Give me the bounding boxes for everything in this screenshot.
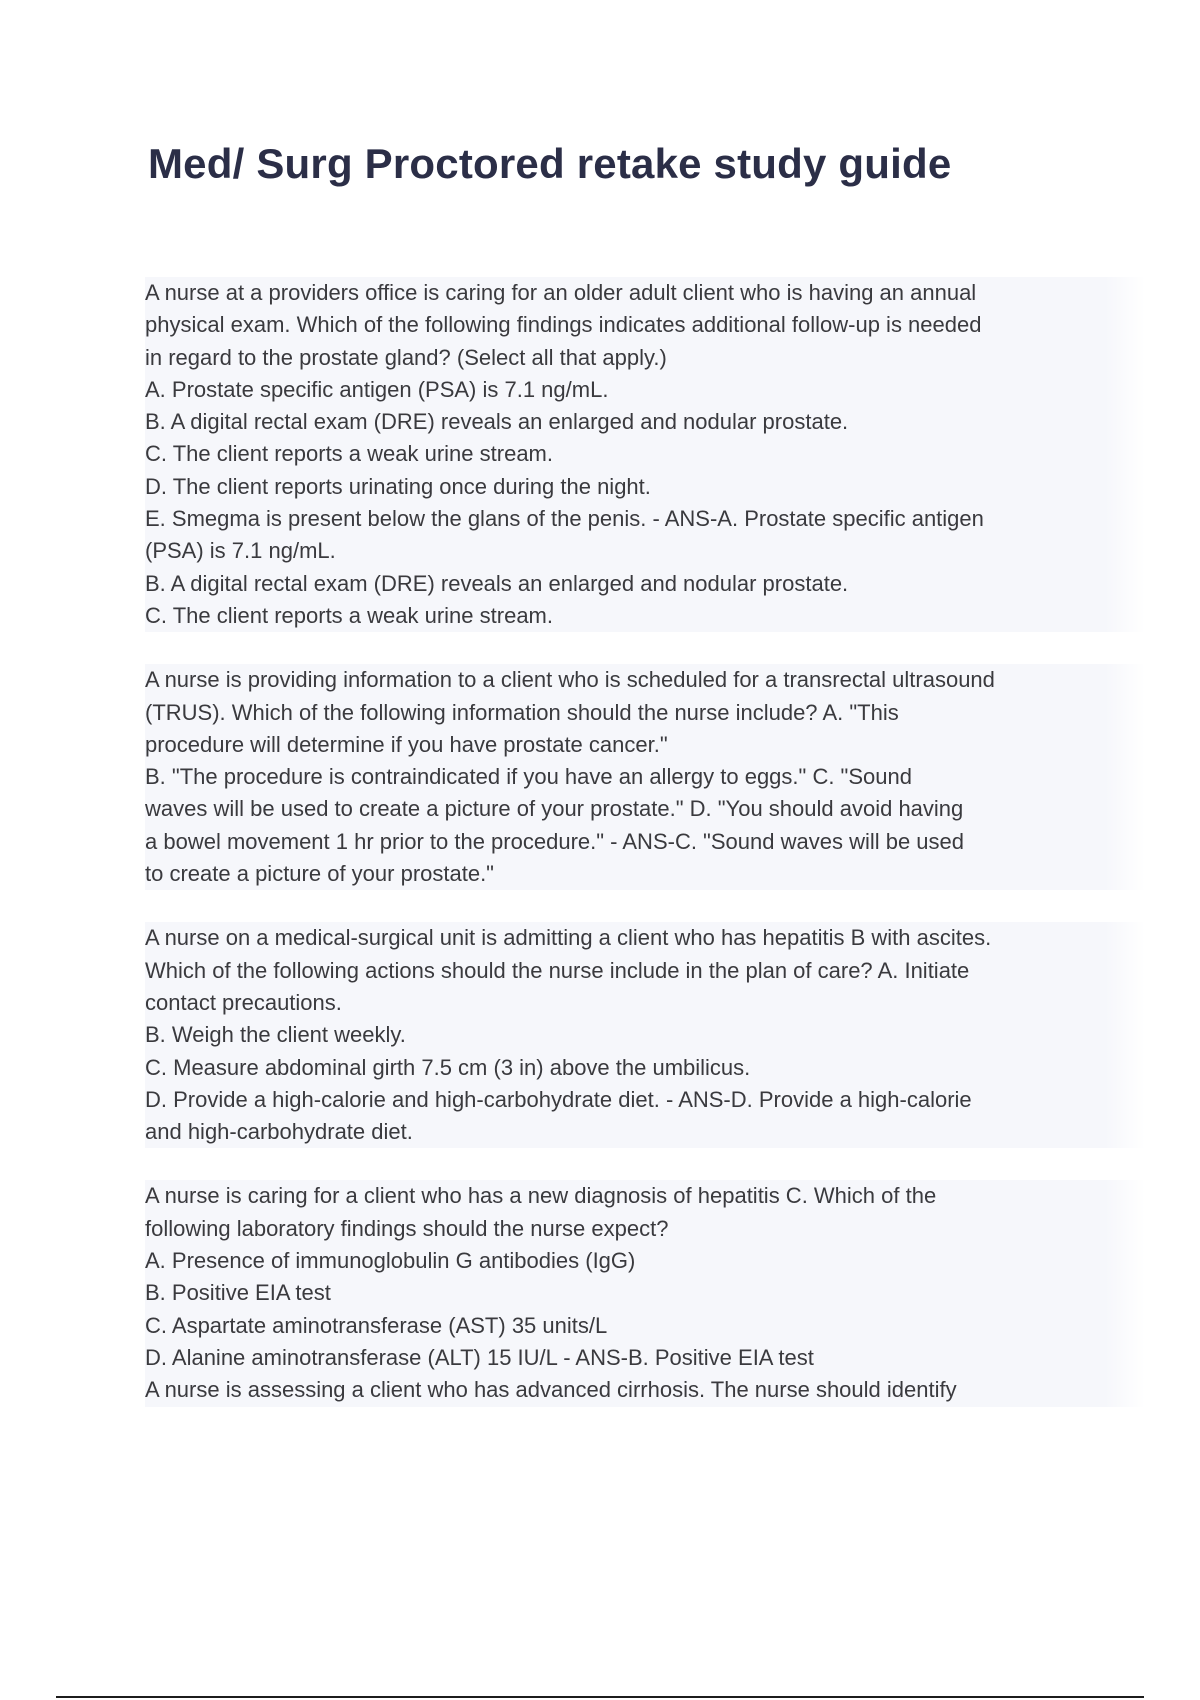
question-block-trus: [145, 664, 1145, 890]
question-list: [145, 277, 1145, 1407]
footer-divider: [56, 1696, 1144, 1698]
text-line: A nurse on a medical-surgical unit is admitting a client who has hepatitis B with ascites.: [145, 922, 1145, 954]
text-line: following laboratory findings should the nurse expect?: [145, 1213, 1145, 1245]
text-line: in regard to the prostate gland? (Select all that apply.): [145, 342, 1145, 374]
text-line: A. Presence of immunoglobulin G antibodies (IgG): [145, 1245, 1145, 1277]
text-line: a bowel movement 1 hr prior to the procedure." - ANS-C. "Sound waves will be used: [145, 826, 1145, 858]
text-line: B. "The procedure is contraindicated if you have an allergy to eggs." C. "Sound: [145, 761, 1145, 793]
text-line: C. The client reports a weak urine stream.: [145, 438, 1145, 470]
text-line: contact precautions.: [145, 987, 1145, 1019]
text-line: A nurse is caring for a client who has a new diagnosis of hepatitis C. Which of the: [145, 1180, 1145, 1212]
text-line: to create a picture of your prostate.": [145, 858, 1145, 890]
text-line: B. A digital rectal exam (DRE) reveals an enlarged and nodular prostate.: [145, 406, 1145, 438]
text-line: A. Prostate specific antigen (PSA) is 7.1 ng/mL.: [145, 374, 1145, 406]
text-line: C. Measure abdominal girth 7.5 cm (3 in) above the umbilicus.: [145, 1052, 1145, 1084]
text-line: and high-carbohydrate diet.: [145, 1116, 1145, 1148]
text-line: B. A digital rectal exam (DRE) reveals an enlarged and nodular prostate.: [145, 568, 1145, 600]
question-block-prostate-followup: [145, 277, 1145, 632]
page-title: Med/ Surg Proctored retake study guide: [148, 140, 952, 187]
text-line: B. Positive EIA test: [145, 1277, 1145, 1309]
text-line: D. The client reports urinating once during the night.: [145, 471, 1145, 503]
text-line: B. Weigh the client weekly.: [145, 1019, 1145, 1051]
text-line: C. Aspartate aminotransferase (AST) 35 units/L: [145, 1310, 1145, 1342]
text-line: Which of the following actions should the nurse include in the plan of care? A. Initiate: [145, 955, 1145, 987]
text-line: D. Provide a high-calorie and high-carbohydrate diet. - ANS-D. Provide a high-calorie: [145, 1084, 1145, 1116]
text-line: (PSA) is 7.1 ng/mL.: [145, 535, 1145, 567]
text-line: waves will be used to create a picture of your prostate." D. "You should avoid having: [145, 793, 1145, 825]
question-block-hepatitis-b: [145, 922, 1145, 1148]
text-line: A nurse is providing information to a client who is scheduled for a transrectal ultrasound: [145, 664, 1145, 696]
text-line: procedure will determine if you have prostate cancer.": [145, 729, 1145, 761]
question-block-hepatitis-c: [145, 1180, 1145, 1406]
text-line: A nurse is assessing a client who has advanced cirrhosis. The nurse should identify: [145, 1374, 1145, 1406]
text-line: E. Smegma is present below the glans of the penis. - ANS-A. Prostate specific antigen: [145, 503, 1145, 535]
text-line: A nurse at a providers office is caring for an older adult client who is having an annual: [145, 277, 1145, 309]
text-line: C. The client reports a weak urine stream.: [145, 600, 1145, 632]
text-line: (TRUS). Which of the following information should the nurse include? A. "This: [145, 697, 1145, 729]
text-line: physical exam. Which of the following findings indicates additional follow-up is needed: [145, 309, 1145, 341]
text-line: D. Alanine aminotransferase (ALT) 15 IU/L - ANS-B. Positive EIA test: [145, 1342, 1145, 1374]
